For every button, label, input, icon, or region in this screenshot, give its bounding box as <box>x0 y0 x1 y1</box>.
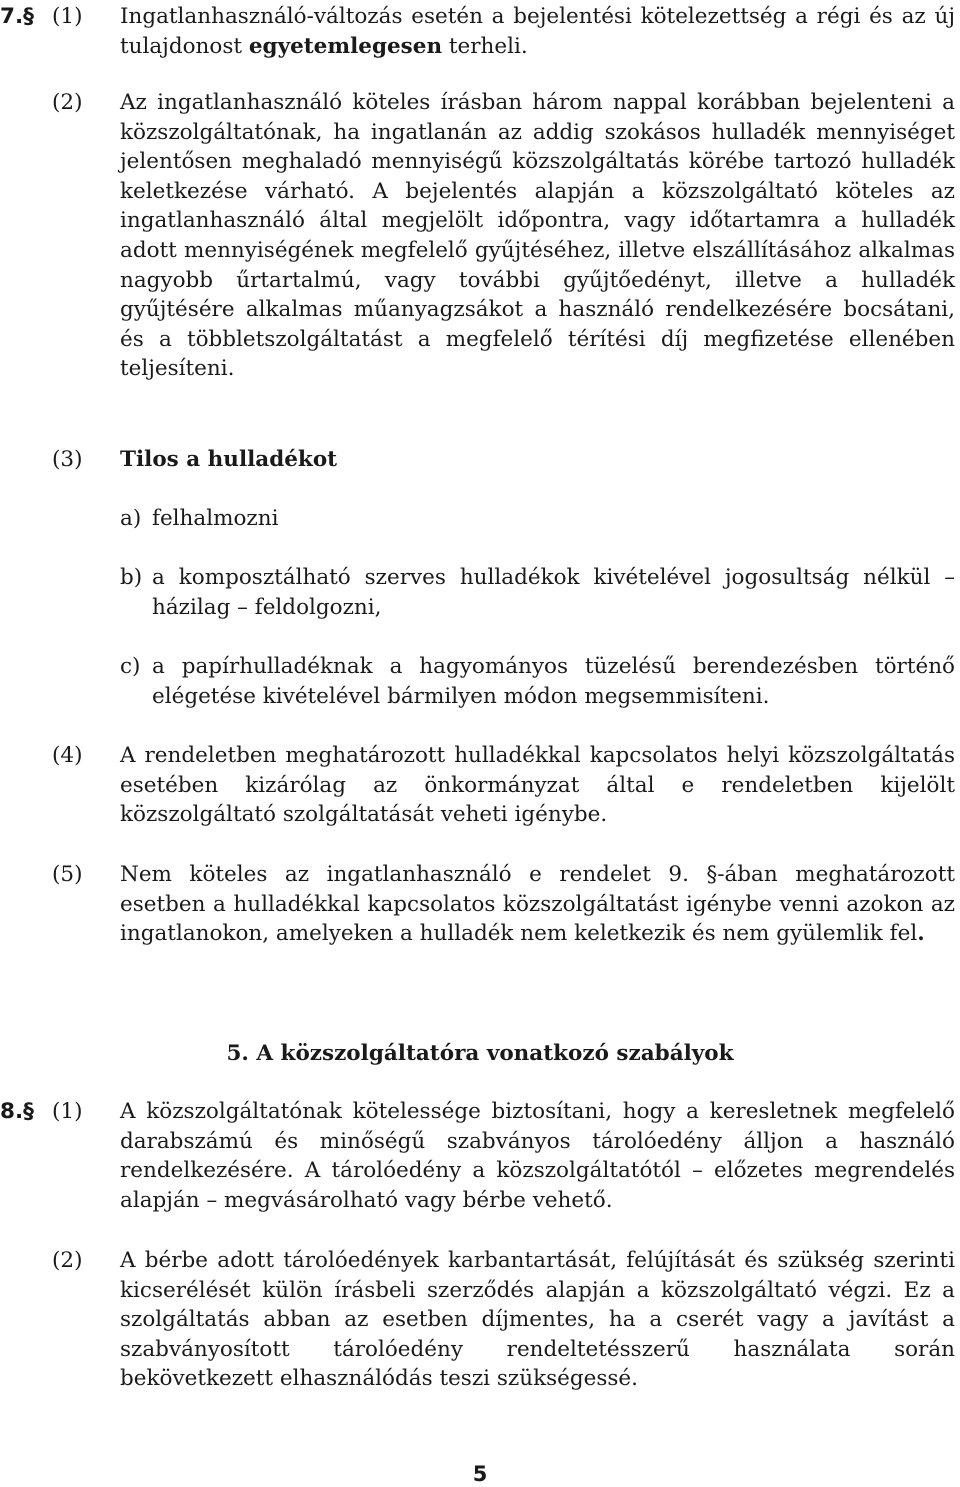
chapter-heading: 5. A közszolgáltatóra vonatkozó szabályok <box>226 1041 734 1066</box>
list-item-label: c) <box>120 654 141 679</box>
list-item-label: b) <box>120 565 143 590</box>
subsection-label: (5) <box>52 862 83 887</box>
list-item-text: a komposztálható szerves hulladékok kivételével jogosultság nélkül – házilag – feldolgozni, <box>152 565 955 620</box>
subsection-text: Az ingatlanhasználó köteles írásban három nappal korábban bejelenteni a közszolgáltatónak, ha ingatlanán az addig szokásos hulladék mennyiséget jelentősen meghaladó mennyiségű közszolgáltatás körébe tartozó hulladék keletkezése várható. A bejelentés alapján a közszolgáltató köteles az ingatlanhasználó által megjelölt időpontra, vagy időtartamra a hulladék adott mennyiségének megfelelő gyűjtéséhez, illetve elszállításához alkalmas nagyobb űrtartalmú, vagy további gyűjtőedényt, illetve a hulladék gyűjtésére alkalmas műanyagzsákot a használó rendelkezésére bocsátani, és a többletszolgáltatást a megfelelő térítési díj megfizetése ellenében teljesíteni. <box>120 90 955 382</box>
subsection-label: (2) <box>52 90 83 115</box>
list-item-text: a papírhulladéknak a hagyományos tüzelésű berendezésben történő elégetése kivételével bármilyen módon megsemmisíteni. <box>152 654 955 709</box>
list-item-label: a) <box>120 506 142 531</box>
subsection-label: (3) <box>52 447 83 472</box>
subsection-text: Nem köteles az ingatlanhasználó e rendelet 9. §-ában meghatározott esetben a hulladékkal kapcsolatos közszolgáltatást igénybe venni azokon az ingatlanokon, amelyeken a hulladék nem keletkezik és nem gyülemlik fel. <box>120 862 955 947</box>
subsection-text: A közszolgáltatónak kötelessége biztosítani, hogy a keresletnek megfelelő darabszámú és minőségű szabványos tárolóedény álljon a használó rendelkezésére. A tárolóedény a közszolgáltatótól – előzetes megrendelés alapján – megvásárolható vagy bérbe vehető. <box>120 1099 955 1213</box>
page-number: 5 <box>472 1462 488 1486</box>
paragraph-number: 7.§ <box>0 4 34 29</box>
subsection-label: (2) <box>52 1248 83 1273</box>
subsection-title: Tilos a hulladékot <box>120 447 338 472</box>
subsection-label: (1) <box>52 1099 83 1124</box>
list-item-text: felhalmozni <box>152 506 279 531</box>
subsection-label: (4) <box>52 743 83 768</box>
subsection-text: A rendeletben meghatározott hulladékkal kapcsolatos helyi közszolgáltatás esetében kizárólag az önkormányzat által e rendeletben kijelölt közszolgáltató szolgáltatását veheti igénybe. <box>120 743 955 828</box>
subsection-text: A bérbe adott tárolóedények karbantartását, felújítását és szükség szerinti kicserélését külön írásbeli szerződés alapján a közszolgáltató végzi. Ez a szolgáltatás abban az esetben díjmentes, ha a cserét vagy a javítást a szabványosított tárolóedény rendeltetésszerű használata során bekövetkezett elhasználódás teszi szükségessé. <box>120 1248 955 1392</box>
paragraph-number: 8.§ <box>0 1099 34 1124</box>
subsection-label: (1) <box>52 4 83 29</box>
subsection-text: Ingatlanhasználó-változás esetén a bejelentési kötelezettség a régi és az új tulajdonost egyetemlegesen terheli. <box>120 4 955 59</box>
